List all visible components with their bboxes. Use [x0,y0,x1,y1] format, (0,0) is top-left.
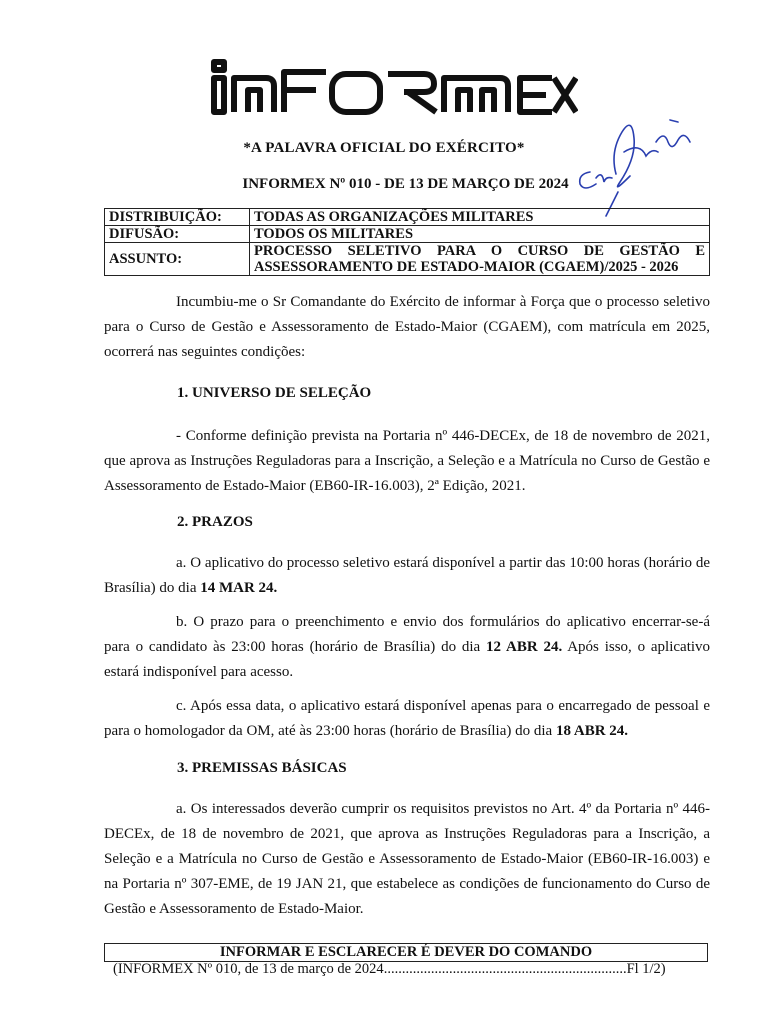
slogan: *A PALAVRA OFICIAL DO EXÉRCITO* [243,140,525,156]
footer-motto: INFORMAR E ESCLARECER É DEVER DO COMANDO [104,943,708,962]
footer-page-number: Fl 1/2) [626,961,666,977]
subject-label: ASSUNTO: [105,243,250,276]
section-1-title: 1. UNIVERSO DE SELEÇÃO [177,385,372,401]
subject-value [250,243,710,276]
signature-graphic [560,112,710,222]
document-number: INFORMEX Nº 010 - DE 13 DE MARÇO DE 2024 [242,176,569,192]
section-2c-date: 18 ABR 24. [555,723,629,739]
footer-ref-text: (INFORMEX Nº 010, de 13 de março de 2024 [113,961,384,977]
section-2a-paragraph [104,551,710,601]
footer-dots: ................................................................... [383,961,627,977]
section-3a-text: a. Os interessados deverão cumprir os requisitos previstos no Art. 4º da Portaria nº 446-DECEx, de 18 de novembro de 2021, que aprova as Instruções Reguladoras para a Inscrição, a Seleção e a Matrícula no Curso de Gestão e Assessoramento de Estado-Maior (EB60-IR-16.003) e na Portaria nº 307-EME, de 19 JAN 21, que estabelece as condições de funcionamento do Curso de Gestão e Assessoramento de Estado-Maior. [104,801,710,917]
section-1-paragraph [104,424,710,499]
table-row [105,226,710,243]
section-3a-paragraph [104,797,710,922]
informex-logo [208,58,578,118]
section-2b-paragraph [104,610,710,685]
section-1-text: - Conforme definição prevista na Portaria nº 446-DECEx, de 18 de novembro de 2021, que aprova as Instruções Reguladoras para a Inscrição, a Seleção e a Matrícula no Curso de Gestão e Assessoramento de Estado-Maior (EB60-IR-16.003), 2ª Edição, 2021. [104,428,710,494]
distribution-label: DISTRIBUIÇÃO: [105,209,250,226]
table-row [105,209,710,226]
section-3-title: 3. PREMISSAS BÁSICAS [177,760,347,776]
section-2b-text-end: Após isso, o aplicativo estará indisponível para acesso. [104,639,711,680]
section-2a-date: 14 MAR 24. [200,580,278,596]
section-2-title: 2. PRAZOS [177,514,253,530]
table-row [105,243,710,276]
diffusion-label: DIFUSÃO: [105,226,250,243]
footer-reference [113,961,703,978]
section-2c-text: c. Após essa data, o aplicativo estará disponível apenas para o encarregado de pessoal e para o homologador da OM, até às 23:00 horas (horário de Brasília) do dia [104,698,710,739]
section-2b-text: b. O prazo para o preenchimento e envio dos formulários do aplicativo encerrar-se-á para o candidato às 23:00 horas (horário de Brasília) do dia [104,614,710,655]
intro-text: Incumbiu-me o Sr Comandante do Exército de informar à Força que o processo seletivo para o Curso de Gestão e Assessoramento de Estado-Maior (CGAEM), com matrícula em 2025, ocorrerá nas seguintes condições: [104,294,710,360]
intro-paragraph [104,290,710,365]
distribution-value: TODAS AS ORGANIZAÇÕES MILITARES [250,209,710,226]
distribution-table [104,208,710,276]
handwritten-signature [560,112,710,222]
subject-line-1: PROCESSO SELETIVO PARA O CURSO DE GESTÃO E [254,243,705,259]
subject-line-2: ASSESSORAMENTO DE ESTADO-MAIOR (CGAEM)/2025 - 2026 [254,259,679,275]
section-2c-paragraph [104,694,710,744]
diffusion-value: TODOS OS MILITARES [250,226,710,243]
section-2b-date: 12 ABR 24. [486,639,563,655]
section-2a-text: a. O aplicativo do processo seletivo estará disponível a partir das 10:00 horas (horário de Brasília) do dia [104,555,710,596]
informex-logo-graphic [208,58,578,118]
